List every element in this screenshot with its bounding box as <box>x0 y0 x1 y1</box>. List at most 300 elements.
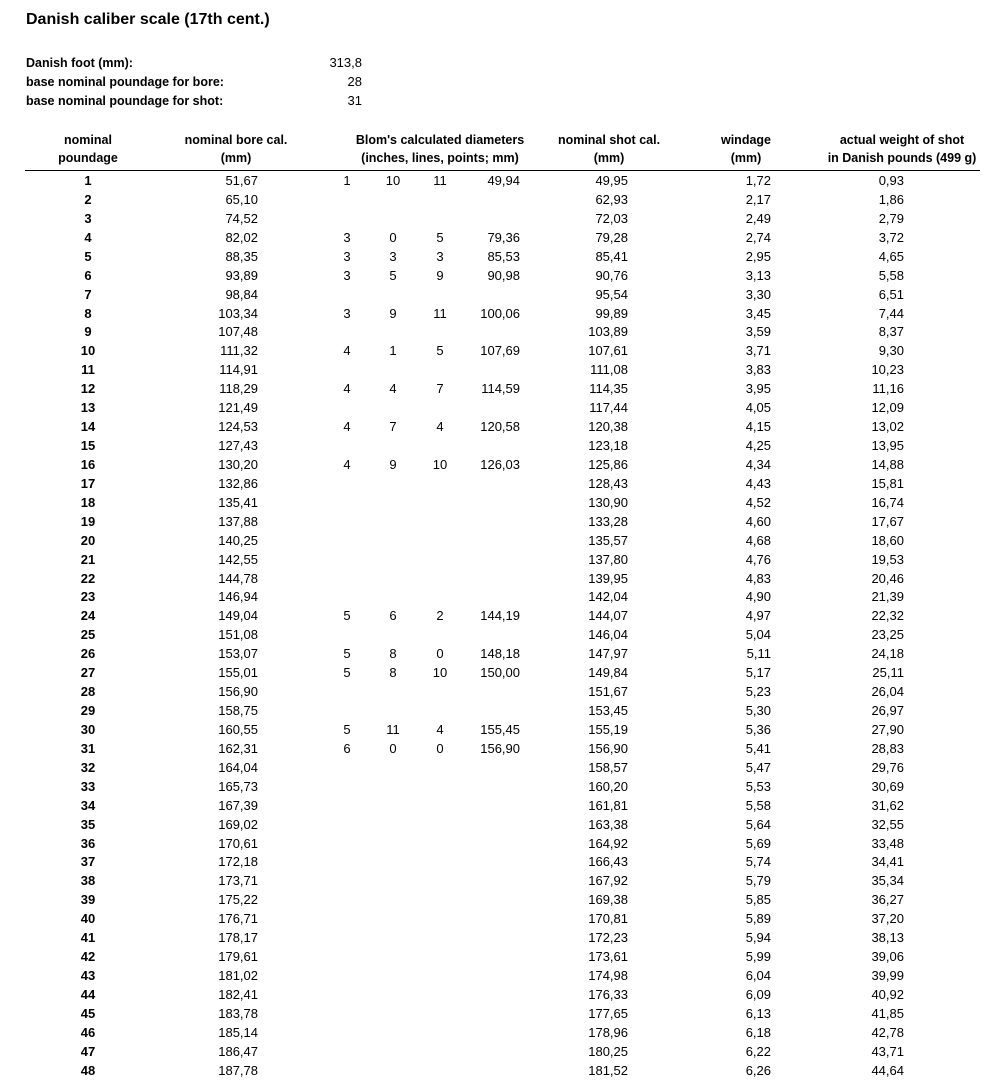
cell-shot-weight: 40,92 <box>871 986 904 1002</box>
cell-shot-cal: 72,03 <box>595 210 628 226</box>
cell-nominal-poundage: 36 <box>80 835 96 851</box>
cell-nominal-poundage: 34 <box>80 797 96 813</box>
table-row <box>0 531 1001 550</box>
cell-bore-cal: 93,89 <box>225 267 258 283</box>
cell-bore-cal: 170,61 <box>218 835 258 851</box>
cell-windage: 6,18 <box>745 1024 771 1040</box>
cell-shot-weight: 36,27 <box>871 892 904 908</box>
cell-windage: 6,09 <box>745 986 771 1002</box>
header-windage: windage (mm) <box>720 133 771 165</box>
table-row <box>0 682 1001 701</box>
table-row <box>0 909 1001 928</box>
cell-nominal-poundage: 5 <box>84 248 92 264</box>
cell-shot-weight: 29,76 <box>871 759 904 775</box>
cell-shot-weight: 32,55 <box>871 816 904 832</box>
cell-blom-lines: 9 <box>389 305 397 321</box>
cell-blom-mm: 148,18 <box>480 646 520 662</box>
cell-windage: 5,04 <box>745 627 771 643</box>
cell-shot-weight: 31,62 <box>871 797 904 813</box>
cell-nominal-poundage: 38 <box>80 873 96 889</box>
cell-shot-weight: 33,48 <box>871 835 904 851</box>
cell-shot-weight: 25,11 <box>872 665 904 681</box>
table-row <box>0 606 1001 625</box>
header-blom-diameters: Blom's calculated diameters (inches, lines, points; mm) <box>355 133 525 165</box>
cell-windage: 5,58 <box>745 797 771 813</box>
cell-shot-cal: 166,43 <box>588 854 628 870</box>
cell-blom-lines: 7 <box>389 419 397 435</box>
cell-blom-mm: 156,90 <box>480 740 520 756</box>
cell-windage: 4,76 <box>745 551 771 567</box>
cell-bore-cal: 98,84 <box>225 286 258 302</box>
cell-bore-cal: 181,02 <box>218 968 258 984</box>
cell-windage: 5,47 <box>745 759 771 775</box>
cell-bore-cal: 137,88 <box>218 513 258 529</box>
table-row <box>0 644 1001 663</box>
cell-shot-cal: 167,92 <box>588 873 628 889</box>
cell-nominal-poundage: 27 <box>80 665 96 681</box>
cell-blom-points: 7 <box>436 381 444 397</box>
cell-bore-cal: 107,48 <box>218 324 258 340</box>
table-row <box>0 587 1001 606</box>
cell-shot-weight: 4,65 <box>878 248 904 264</box>
cell-shot-cal: 181,52 <box>588 1062 628 1078</box>
cell-windage: 5,94 <box>745 930 771 946</box>
cell-bore-cal: 182,41 <box>218 986 258 1002</box>
cell-bore-cal: 103,34 <box>218 305 258 321</box>
cell-shot-cal: 85,41 <box>595 248 628 264</box>
cell-shot-cal: 147,97 <box>588 646 628 662</box>
cell-bore-cal: 144,78 <box>218 570 258 586</box>
cell-windage: 5,64 <box>745 816 771 832</box>
cell-windage: 5,74 <box>745 854 771 870</box>
cell-bore-cal: 173,71 <box>218 873 258 889</box>
cell-blom-inches: 3 <box>343 267 351 283</box>
cell-nominal-poundage: 40 <box>80 911 96 927</box>
cell-blom-lines: 0 <box>389 229 397 245</box>
table-row <box>0 512 1001 531</box>
cell-windage: 2,49 <box>745 210 771 226</box>
cell-bore-cal: 121,49 <box>218 400 258 416</box>
cell-windage: 3,45 <box>745 305 771 321</box>
cell-shot-cal: 180,25 <box>588 1043 628 1059</box>
cell-bore-cal: 149,04 <box>218 608 258 624</box>
cell-blom-lines: 6 <box>389 608 397 624</box>
cell-blom-inches: 4 <box>343 456 351 472</box>
cell-blom-mm: 49,94 <box>487 173 520 188</box>
table-row <box>0 171 1001 190</box>
page-title: Danish caliber scale (17th cent.) <box>26 11 270 28</box>
cell-shot-weight: 13,95 <box>871 438 904 454</box>
cell-blom-points: 10 <box>432 456 448 472</box>
cell-shot-cal: 111,08 <box>590 362 628 378</box>
cell-bore-cal: 155,01 <box>218 665 258 681</box>
table-row <box>0 360 1001 379</box>
cell-nominal-poundage: 14 <box>80 419 96 435</box>
cell-shot-weight: 39,06 <box>871 949 904 965</box>
cell-shot-cal: 142,04 <box>588 589 628 605</box>
table-row <box>0 1042 1001 1061</box>
cell-blom-lines: 0 <box>389 740 397 756</box>
cell-blom-points: 0 <box>436 646 444 662</box>
table-row <box>0 796 1001 815</box>
cell-nominal-poundage: 6 <box>84 267 92 283</box>
cell-windage: 5,30 <box>745 703 771 719</box>
cell-shot-weight: 27,90 <box>871 721 904 737</box>
cell-windage: 6,04 <box>745 968 771 984</box>
cell-shot-weight: 15,81 <box>871 475 904 491</box>
cell-nominal-poundage: 18 <box>80 494 96 510</box>
table-row <box>0 758 1001 777</box>
cell-nominal-poundage: 12 <box>80 381 96 397</box>
cell-blom-inches: 5 <box>343 721 351 737</box>
cell-bore-cal: 51,67 <box>225 173 258 188</box>
table-row <box>0 398 1001 417</box>
cell-nominal-poundage: 16 <box>80 456 96 472</box>
cell-shot-cal: 137,80 <box>588 551 628 567</box>
cell-blom-inches: 3 <box>343 229 351 245</box>
cell-shot-cal: 95,54 <box>595 286 628 302</box>
table-row <box>0 890 1001 909</box>
cell-blom-mm: 144,19 <box>480 608 520 624</box>
cell-bore-cal: 130,20 <box>218 456 258 472</box>
cell-blom-points: 0 <box>436 740 444 756</box>
cell-blom-points: 9 <box>436 267 444 283</box>
cell-blom-points: 2 <box>436 608 444 624</box>
cell-shot-weight: 39,99 <box>871 968 904 984</box>
cell-blom-mm: 85,53 <box>487 248 520 264</box>
table-row <box>0 815 1001 834</box>
table-row <box>0 852 1001 871</box>
cell-shot-weight: 14,88 <box>871 456 904 472</box>
table-row <box>0 474 1001 493</box>
cell-bore-cal: 74,52 <box>225 210 258 226</box>
table-row <box>0 379 1001 398</box>
table-row <box>0 966 1001 985</box>
cell-shot-weight: 17,67 <box>871 513 904 529</box>
cell-shot-weight: 13,02 <box>871 419 904 435</box>
cell-shot-weight: 35,34 <box>871 873 904 889</box>
cell-shot-cal: 117,44 <box>589 400 628 416</box>
cell-windage: 5,41 <box>745 740 771 756</box>
cell-shot-weight: 5,58 <box>878 267 904 283</box>
cell-shot-cal: 99,89 <box>595 305 628 321</box>
cell-bore-cal: 167,39 <box>218 797 258 813</box>
cell-windage: 4,90 <box>745 589 771 605</box>
cell-blom-lines: 1 <box>389 343 397 359</box>
cell-windage: 3,83 <box>745 362 771 378</box>
cell-shot-cal: 161,81 <box>588 797 628 813</box>
cell-shot-weight: 12,09 <box>871 400 904 416</box>
cell-shot-cal: 169,38 <box>588 892 628 908</box>
cell-bore-cal: 118,29 <box>219 381 258 397</box>
table-row <box>0 341 1001 360</box>
table-row <box>0 739 1001 758</box>
cell-blom-inches: 5 <box>343 646 351 662</box>
cell-shot-weight: 23,25 <box>871 627 904 643</box>
param-value-shot: 31 <box>347 93 362 108</box>
cell-nominal-poundage: 46 <box>80 1024 96 1040</box>
cell-nominal-poundage: 7 <box>84 286 92 302</box>
cell-windage: 4,68 <box>745 532 771 548</box>
cell-shot-weight: 16,74 <box>871 494 904 510</box>
cell-shot-weight: 34,41 <box>871 854 904 870</box>
cell-blom-mm: 79,36 <box>487 229 520 245</box>
cell-bore-cal: 88,35 <box>225 248 258 264</box>
table-row <box>0 625 1001 644</box>
cell-shot-weight: 30,69 <box>871 778 904 794</box>
cell-nominal-poundage: 2 <box>84 191 92 207</box>
cell-nominal-poundage: 21 <box>80 551 96 567</box>
cell-blom-lines: 11 <box>386 721 400 737</box>
cell-nominal-poundage: 48 <box>80 1062 96 1078</box>
cell-nominal-poundage: 30 <box>80 721 96 737</box>
cell-blom-inches: 5 <box>343 665 351 681</box>
cell-windage: 3,59 <box>745 324 771 340</box>
cell-blom-lines: 3 <box>389 248 397 264</box>
cell-blom-mm: 155,45 <box>480 721 520 737</box>
cell-bore-cal: 132,86 <box>218 475 258 491</box>
table-row <box>0 417 1001 436</box>
cell-blom-points: 3 <box>436 248 444 264</box>
cell-nominal-poundage: 44 <box>80 986 96 1002</box>
cell-nominal-poundage: 45 <box>80 1005 96 1021</box>
cell-bore-cal: 165,73 <box>218 778 258 794</box>
cell-bore-cal: 186,47 <box>218 1043 258 1059</box>
cell-windage: 4,52 <box>745 494 771 510</box>
cell-shot-weight: 38,13 <box>871 930 904 946</box>
cell-windage: 6,13 <box>745 1005 771 1021</box>
cell-blom-lines: 10 <box>385 173 401 188</box>
cell-bore-cal: 127,43 <box>218 438 258 454</box>
param-label-shot: base nominal poundage for shot: <box>26 94 224 108</box>
cell-nominal-poundage: 37 <box>80 854 96 870</box>
cell-shot-cal: 144,07 <box>588 608 628 624</box>
cell-bore-cal: 160,55 <box>218 721 258 737</box>
cell-shot-weight: 7,44 <box>878 305 904 321</box>
cell-shot-cal: 133,28 <box>588 513 628 529</box>
table-row <box>0 834 1001 853</box>
cell-bore-cal: 146,94 <box>218 589 258 605</box>
cell-blom-lines: 4 <box>389 381 397 397</box>
table-row <box>0 947 1001 966</box>
cell-shot-cal: 151,67 <box>588 684 628 700</box>
cell-shot-cal: 155,19 <box>588 721 628 737</box>
cell-nominal-poundage: 29 <box>80 703 96 719</box>
cell-bore-cal: 185,14 <box>218 1024 258 1040</box>
cell-blom-mm: 90,98 <box>487 267 520 283</box>
cell-nominal-poundage: 15 <box>80 438 96 454</box>
cell-windage: 4,83 <box>745 570 771 586</box>
cell-windage: 6,26 <box>745 1062 771 1078</box>
cell-shot-cal: 130,90 <box>588 494 628 510</box>
cell-shot-weight: 0,93 <box>878 173 904 188</box>
cell-nominal-poundage: 31 <box>80 740 96 756</box>
table-row <box>0 569 1001 588</box>
table-row <box>0 247 1001 266</box>
cell-nominal-poundage: 11 <box>81 362 95 378</box>
cell-nominal-poundage: 10 <box>80 343 96 359</box>
cell-windage: 3,13 <box>745 267 771 283</box>
param-value-foot: 313,8 <box>329 55 362 70</box>
cell-shot-cal: 103,89 <box>588 324 628 340</box>
cell-blom-lines: 8 <box>389 646 397 662</box>
table-row <box>0 266 1001 285</box>
cell-shot-cal: 170,81 <box>588 911 628 927</box>
cell-windage: 4,05 <box>745 400 771 416</box>
cell-shot-weight: 26,04 <box>871 684 904 700</box>
cell-nominal-poundage: 39 <box>80 892 96 908</box>
cell-blom-mm: 150,00 <box>480 665 520 681</box>
cell-blom-lines: 5 <box>389 267 397 283</box>
table-row <box>0 436 1001 455</box>
cell-shot-cal: 153,45 <box>588 703 628 719</box>
table-row <box>0 777 1001 796</box>
cell-shot-weight: 11,16 <box>872 381 904 397</box>
table-row <box>0 209 1001 228</box>
param-label-bore: base nominal poundage for bore: <box>26 75 224 89</box>
cell-bore-cal: 151,08 <box>218 627 258 643</box>
cell-blom-mm: 100,06 <box>480 305 520 321</box>
cell-windage: 3,95 <box>745 381 771 397</box>
cell-shot-weight: 26,97 <box>871 703 904 719</box>
cell-bore-cal: 135,41 <box>218 494 258 510</box>
cell-bore-cal: 156,90 <box>218 684 258 700</box>
cell-blom-points: 4 <box>436 721 444 737</box>
cell-windage: 5,36 <box>745 721 771 737</box>
cell-windage: 5,69 <box>745 835 771 851</box>
table-row <box>0 701 1001 720</box>
cell-shot-cal: 172,23 <box>588 930 628 946</box>
cell-nominal-poundage: 42 <box>80 949 96 965</box>
cell-windage: 2,74 <box>745 229 771 245</box>
cell-nominal-poundage: 47 <box>80 1043 96 1059</box>
cell-windage: 5,17 <box>745 665 771 681</box>
cell-bore-cal: 65,10 <box>225 191 258 207</box>
cell-windage: 2,95 <box>745 248 771 264</box>
table-row <box>0 1061 1001 1080</box>
cell-windage: 2,17 <box>745 191 771 207</box>
table-row <box>0 190 1001 209</box>
cell-windage: 3,71 <box>745 343 771 359</box>
cell-blom-inches: 4 <box>343 381 351 397</box>
cell-blom-inches: 3 <box>343 248 351 264</box>
table-row <box>0 228 1001 247</box>
cell-bore-cal: 178,17 <box>218 930 258 946</box>
cell-shot-weight: 20,46 <box>871 570 904 586</box>
cell-shot-weight: 10,23 <box>871 362 904 378</box>
cell-nominal-poundage: 22 <box>80 570 96 586</box>
table-row <box>0 663 1001 682</box>
cell-shot-cal: 158,57 <box>588 759 628 775</box>
cell-shot-cal: 160,20 <box>588 778 628 794</box>
cell-shot-weight: 2,79 <box>878 210 904 226</box>
cell-blom-mm: 114,59 <box>481 381 520 397</box>
table-row <box>0 871 1001 890</box>
header-nominal-poundage: nominal poundage <box>58 133 118 165</box>
param-value-bore: 28 <box>347 74 362 89</box>
cell-nominal-poundage: 33 <box>80 778 96 794</box>
cell-bore-cal: 179,61 <box>218 949 258 965</box>
cell-nominal-poundage: 24 <box>80 608 96 624</box>
cell-shot-cal: 174,98 <box>588 968 628 984</box>
param-label-foot: Danish foot (mm): <box>26 56 133 70</box>
cell-shot-cal: 139,95 <box>588 570 628 586</box>
cell-nominal-poundage: 32 <box>80 759 96 775</box>
cell-blom-inches: 3 <box>343 305 351 321</box>
cell-nominal-poundage: 1 <box>84 173 92 188</box>
cell-shot-cal: 178,96 <box>588 1024 628 1040</box>
cell-windage: 4,25 <box>745 438 771 454</box>
cell-nominal-poundage: 25 <box>80 627 96 643</box>
cell-nominal-poundage: 19 <box>80 513 96 529</box>
cell-bore-cal: 140,25 <box>218 532 258 548</box>
cell-blom-points: 11 <box>433 173 447 188</box>
cell-nominal-poundage: 28 <box>80 684 96 700</box>
cell-bore-cal: 164,04 <box>218 759 258 775</box>
cell-blom-points: 10 <box>432 665 448 681</box>
cell-nominal-poundage: 3 <box>84 210 92 226</box>
cell-shot-cal: 128,43 <box>588 475 628 491</box>
table-row <box>0 1023 1001 1042</box>
cell-windage: 5,23 <box>745 684 771 700</box>
cell-shot-cal: 135,57 <box>588 532 628 548</box>
table-row <box>0 285 1001 304</box>
cell-bore-cal: 176,71 <box>218 911 258 927</box>
cell-blom-points: 5 <box>436 343 444 359</box>
cell-blom-mm: 120,58 <box>480 419 520 435</box>
cell-bore-cal: 172,18 <box>218 854 258 870</box>
table-row <box>0 455 1001 474</box>
cell-shot-cal: 120,38 <box>588 419 628 435</box>
cell-shot-weight: 6,51 <box>878 286 904 302</box>
cell-shot-cal: 164,92 <box>588 835 628 851</box>
cell-shot-cal: 107,61 <box>588 343 628 359</box>
cell-windage: 6,22 <box>745 1043 771 1059</box>
cell-blom-lines: 9 <box>389 456 397 472</box>
cell-shot-weight: 3,72 <box>878 229 904 245</box>
cell-shot-cal: 177,65 <box>588 1005 628 1021</box>
cell-shot-weight: 28,83 <box>871 740 904 756</box>
cell-shot-weight: 9,30 <box>878 343 904 359</box>
header-nominal-bore: nominal bore cal. (mm) <box>184 133 288 165</box>
cell-shot-weight: 19,53 <box>871 551 904 567</box>
cell-bore-cal: 111,32 <box>220 343 258 359</box>
cell-windage: 5,85 <box>745 892 771 908</box>
cell-windage: 5,11 <box>746 646 771 662</box>
cell-shot-cal: 173,61 <box>588 949 628 965</box>
table-row <box>0 985 1001 1004</box>
cell-shot-cal: 125,86 <box>588 456 628 472</box>
cell-nominal-poundage: 9 <box>84 324 92 340</box>
cell-bore-cal: 142,55 <box>218 551 258 567</box>
cell-shot-weight: 22,32 <box>871 608 904 624</box>
table-row <box>0 322 1001 341</box>
cell-nominal-poundage: 13 <box>80 400 96 416</box>
cell-blom-points: 4 <box>436 419 444 435</box>
cell-nominal-poundage: 17 <box>80 475 96 491</box>
cell-windage: 5,89 <box>745 911 771 927</box>
cell-blom-inches: 4 <box>343 419 351 435</box>
cell-nominal-poundage: 8 <box>84 305 92 321</box>
cell-bore-cal: 162,31 <box>218 740 258 756</box>
cell-bore-cal: 183,78 <box>218 1005 258 1021</box>
cell-nominal-poundage: 4 <box>84 229 92 245</box>
cell-shot-weight: 18,60 <box>871 532 904 548</box>
cell-blom-inches: 6 <box>343 740 351 756</box>
cell-shot-weight: 42,78 <box>871 1024 904 1040</box>
table-row <box>0 928 1001 947</box>
cell-shot-weight: 24,18 <box>871 646 904 662</box>
